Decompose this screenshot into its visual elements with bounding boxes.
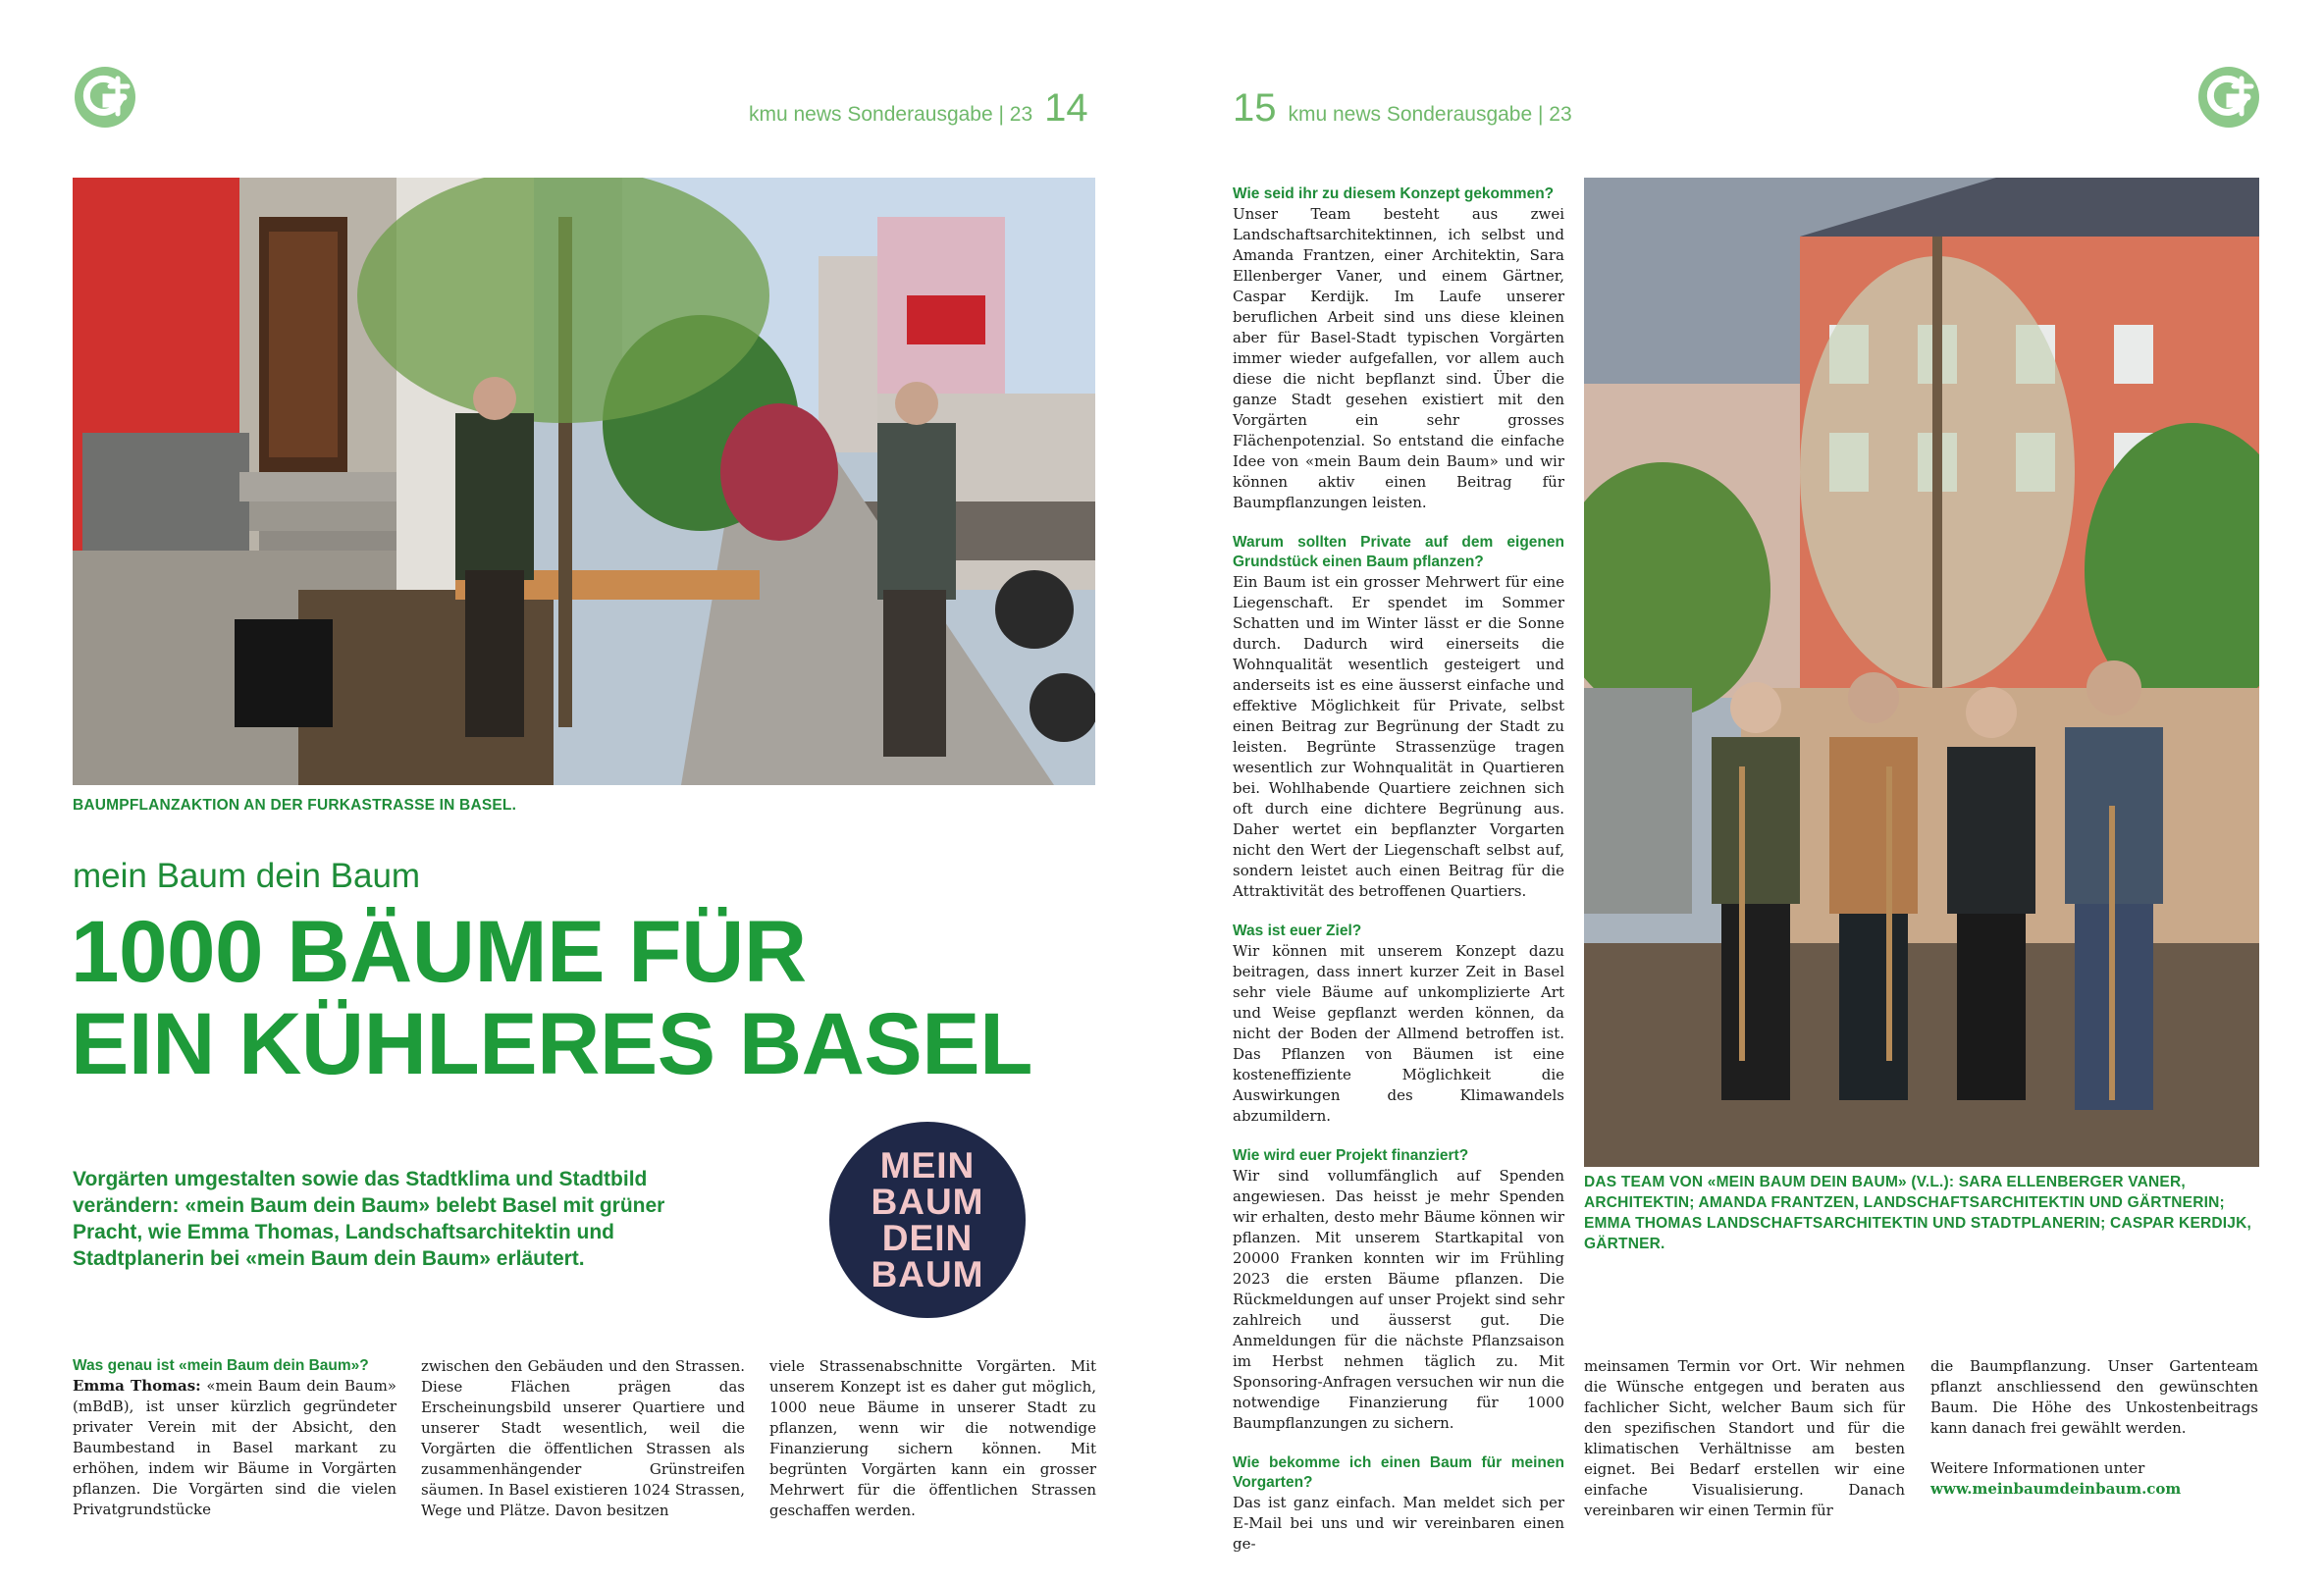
column-text: zwischen den Gebäuden und den Strassen. Diese Flächen prägen das Erscheinungsbild unserer Quartiere und unserer Stadt wesentlich, weil die Vorgärten die öffentlichen Strassen als zusammenhängender Grünstreifen säumen. In Basel existieren 1024 Strassen, Wege und Plätze. Davon besitzen [421,1357,745,1519]
team-photo-caption: DAS TEAM VON «MEIN BAUM DEIN BAUM» (V.L.): SARA ELLENBERGER VANER, ARCHITEKTIN; AMANDA FRANTZEN, LANDSCHAFTSARCHITEKTIN UND GÄRTNERIN; EMMA THOMAS LANDSCHAFTSARCHITEKTIN UND STADTPLANERIN; CASPAR KERDIJK, GÄRTNER. [1584,1174,2251,1252]
left-body-column-1 [73,1356,396,1520]
question-financing: Wie wird euer Projekt finanziert? [1233,1147,1469,1164]
question-concept: Wie seid ihr zu diesem Konzept gekommen? [1233,185,1555,202]
badge-word-2: BAUM [871,1182,984,1222]
page-number: 15 [1233,86,1277,130]
tree-planting-photo [73,178,1095,785]
right-page [1162,0,2324,1583]
speaker-label: Emma Thomas: [73,1377,201,1395]
answer-what-is [73,1376,396,1520]
answer-get-tree: Das ist ganz einfach. Man meldet sich per E-Mail bei uns und wir vereinbaren einen ge- [1233,1494,1564,1553]
left-body-column-2 [421,1356,745,1521]
question-why-private: Warum sollten Private auf dem eigenen Grundstück einen Baum pflanzen? [1233,534,1564,570]
left-body-column-3 [769,1356,1096,1521]
page-number: 14 [1044,86,1088,130]
header-publication: kmu news Sonderausgabe | 23 [749,103,1033,126]
page-header [1233,86,1572,131]
answer-concept: Unser Team besteht aus zwei Landschaftsarchitektinnen, ich selbst und Amanda Frantzen, einer Architektin, Sara Ellenberger Vaner, und einem Gärtner, Caspar Kerdijk. Im Laufe unserer beruflichen Arbeit sind uns diese kleinen aber für Basel-Stadt typischen Vorgärten immer wieder aufgefallen, vor allem auch diese die nicht bepflanzt sind. Über die ganze Stadt gesehen existiert mit den Vorgärten ein sehr grosses Flächenpotenzial. So entstand die einfache Idee von «mein Baum dein Baum» und wir können aktiv einen Beitrag für Baumpflanzungen leisten. [1233,205,1564,511]
more-info-label: Weitere Informationen unter [1930,1459,2145,1477]
badge-word-1: MEIN [879,1145,976,1186]
article-headline [71,902,1032,1092]
right-body-column-3 [1930,1356,2258,1500]
right-body-column-2 [1584,1356,1905,1521]
mein-baum-dein-baum-logo [829,1122,1026,1318]
question-goal: Was ist euer Ziel? [1233,923,1362,939]
question-what-is: Was genau ist «mein Baum dein Baum»? [73,1357,369,1374]
magazine-logo-icon [73,65,137,130]
header-publication: kmu news Sonderausgabe | 23 [1288,103,1572,126]
article-lead: Vorgärten umgestalten sowie das Stadtklima und Stadtbild verändern: «mein Baum dein Baum» belebt Basel mit grüner Pracht, wie Emma Thomas, Landschaftsarchitektin und Stadtplanerin bei «mein Baum dein Baum» erläutert. [73,1168,665,1270]
column-text: viele Strassenabschnitte Vorgärten. Mit unserem Konzept ist es daher gut möglich, 1000 neue Bäume in unserer Stadt zu pflanzen, wenn wir die notwendige Finanzierung sichern können. Mit begrünten Vorgärten kann ein grosser Mehrwert für die öffentlichen Strassen geschaffen werden. [769,1357,1096,1519]
article-kicker: mein Baum dein Baum [73,857,421,895]
answer-goal: Wir können mit unserem Konzept dazu beitragen, dass innert kurzer Zeit in Basel sehr viele Bäume auf unkomplizierte Art und Weise gepflanzt werden können, da nicht der Boden der Allmend betroffen ist. Das Pflanzen von Bäumen ist eine kosteneffiziente Möglichkeit die Auswirkungen des Klimawandels abzumildern. [1233,942,1564,1125]
answer-why-private: Ein Baum ist ein grosser Mehrwert für eine Liegenschaft. Er spendet im Sommer Schatten und im Winter lässt er die Sonne durch. Dadurch wird einerseits die Wohnqualität wesentlich gesteigert und anderseits ist es eine äusserst einfache und effektive Möglichkeit für Private, selbst einen Beitrag zur Begrünung der Stadt zu leisten. Begrünte Strassenzüge tragen wesentlich zur Wohnqualität in Quartieren bei. Wohlhabende Quartiere zeichnen sich oft durch eine dichtere Begrünung aus. Daher wertet ein bepflanzter Vorgarten nicht den Wert der Liegenschaft selbst auf, sondern leistet auch einen Beitrag für die Attraktivität des betroffenen Quartiers. [1233,573,1564,900]
interview-column [1233,185,1564,1555]
badge-word-3: DEIN [881,1218,974,1258]
column-text: meinsamen Termin vor Ort. Wir nehmen die Wünsche entgegen und beraten aus fachlicher Sicht, welcher Baum sich für den spezifischen Standort und für die klimatischen Verhältnisse am besten eignet. Bei Bedarf erstellen wir eine einfache Visualisierung. Danach vereinbaren wir einen Termin für [1584,1357,1905,1519]
team-photo [1584,178,2259,1167]
column-text: die Baumpflanzung. Unser Gartenteam pflanzt anschliessend den gewünschten Baum. Die Höhe des Unkostenbeitrags kann danach frei gewählt werden. [1930,1357,2258,1437]
photo-caption: BAUMPFLANZAKTION AN DER FURKASTRASSE IN BASEL. [73,797,517,814]
answer-financing: Wir sind vollumfänglich auf Spenden angewiesen. Das heisst je mehr Spenden wir erhalten, desto mehr Bäume können wir pflanzen. Mit unserem Startkapital von 20000 Franken konnten wir im Frühling 2023 die ersten Bäume pflanzen. Die Rückmeldungen auf unser Projekt sind sehr zahlreich und äusserst gut. Die Anmeldungen für die nächste Pflanzsaison im Herbst nehmen täglich zu. Mit Sponsoring-Anfragen versuchen wir nun die notwendige Finanzierung für 1000 Baumpflanzungen zu sichern. [1233,1167,1564,1432]
magazine-logo-icon [2196,65,2261,130]
page-header [749,86,1088,131]
website-link[interactable]: www.meinbaumdeinbaum.com [1930,1480,2182,1498]
badge-word-4: BAUM [871,1254,984,1294]
headline-line-2: EIN KÜHLERES BASEL [71,994,1032,1092]
headline-line-1: 1000 BÄUME FÜR [71,902,807,1000]
answer-text: «mein Baum dein Baum» (mBdB), ist unser kürzlich gegründeter privater Verein mit der Absicht, den Baumbestand in Basel markant zu erhöhen, indem wir Bäume in Vorgärten pflanzen. Die Vorgärten sind die vielen Privatgrundstücke [73,1377,396,1518]
question-get-tree: Wie bekomme ich einen Baum für meinen Vorgarten? [1233,1454,1564,1491]
